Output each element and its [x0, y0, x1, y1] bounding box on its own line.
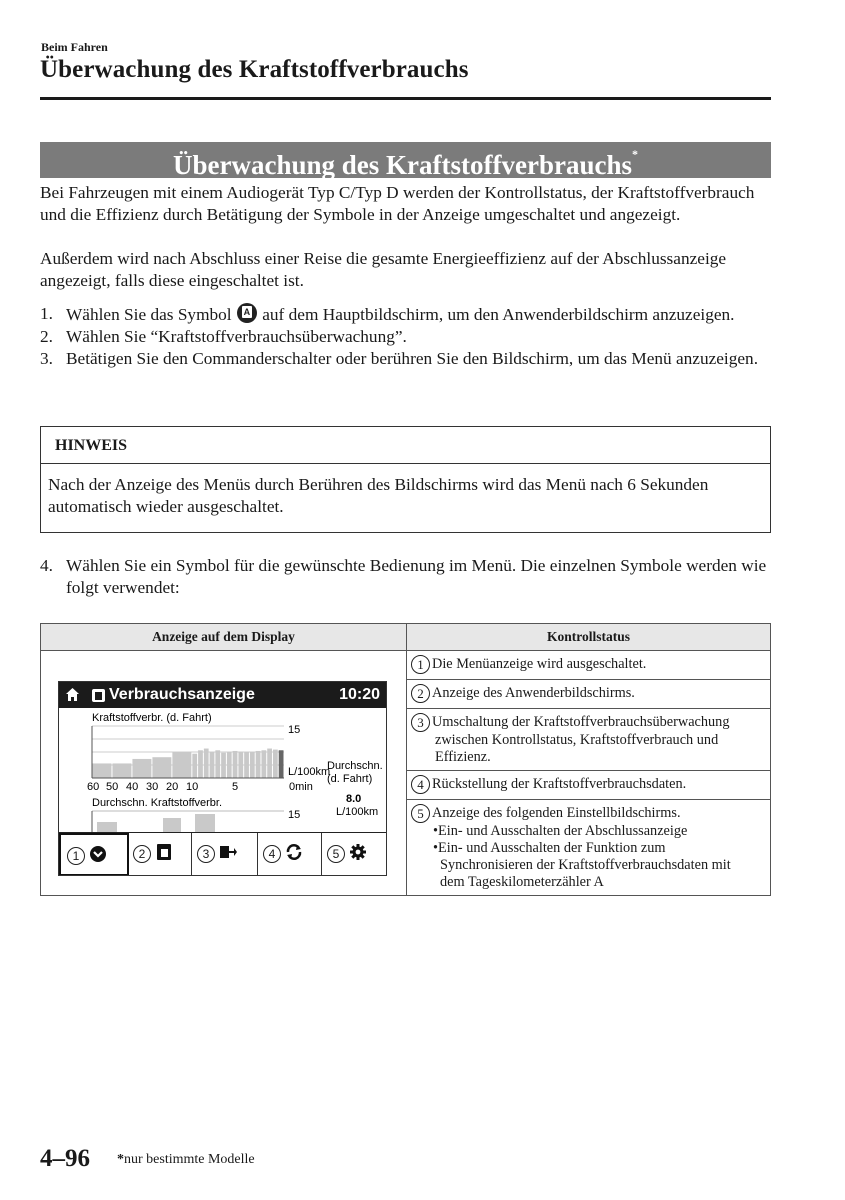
user-screen-icon [155, 843, 173, 861]
x-tick-label: 10 [186, 781, 199, 793]
footnote-star: * [117, 1152, 124, 1167]
column-header-status: Kontrollstatus [407, 624, 771, 651]
avg-label-1: Durchschn. [327, 760, 383, 772]
bullet-continuation: dem Tageskilometerzähler A [440, 874, 604, 890]
y-max-label: 15 [288, 724, 301, 736]
callout-number: 3 [411, 713, 430, 732]
home-icon [65, 687, 80, 702]
screen-title: Verbrauchsanzeige [109, 686, 255, 703]
page-number: 4–96 [40, 1145, 90, 1172]
title-rule [40, 97, 771, 100]
display-screen [58, 681, 387, 876]
callout-number: 2 [133, 845, 151, 863]
avg-label-2: (d. Fahrt) [327, 773, 373, 785]
banner-title: Überwachung des Kraftstoffverbrauchs [173, 150, 632, 180]
status-row-3 [407, 709, 771, 771]
chart-bar [279, 750, 284, 778]
callout-number: 4 [411, 775, 430, 794]
x-tick-label: 50 [106, 781, 119, 793]
chart-bar [172, 752, 191, 778]
page-title: Überwachung des Kraftstoffverbrauchs [40, 56, 469, 83]
steps-list [40, 303, 780, 370]
x-tick-label: 30 [146, 781, 159, 793]
avg-unit: L/100km [336, 806, 379, 818]
step-text: Wählen Sie “Kraftstoffverbrauchsüberwachung”. [66, 327, 407, 346]
step-text-after: auf dem Hauptbildschirm, um den Anwenderbildschirm anzuzeigen. [262, 305, 735, 324]
chart-bar [152, 757, 171, 778]
chart-bar [267, 749, 272, 778]
callout-number: 3 [197, 845, 215, 863]
chart-bar [210, 752, 215, 778]
display-illustration-cell [41, 651, 407, 896]
control-table [40, 623, 771, 896]
chart-bar [93, 763, 112, 778]
step-2 [40, 326, 780, 348]
chart-bar [192, 754, 197, 778]
chart2-bar [97, 822, 117, 832]
chart1-label: Kraftstoffverbr. (d. Fahrt) [92, 712, 212, 724]
note-heading: HINWEIS [41, 427, 770, 464]
x-tick-label: 5 [232, 781, 239, 793]
user-screen-icon [237, 303, 257, 323]
gear-icon [349, 843, 367, 861]
status-text: Effizienz. [435, 749, 491, 765]
intro-paragraph-1: Bei Fahrzeugen mit einem Audiogerät Typ C/Typ D werden der Kontrollstatus, der Kraftstoffverbrauch und die Effizienz durch Betätigung der Symbole in der Anzeige umgeschaltet und angezeigt. [40, 183, 755, 224]
callout-number: 2 [411, 684, 430, 703]
x-tick-label: 0min [289, 781, 313, 793]
menu-toolbar [59, 832, 386, 876]
column-header-display: Anzeige auf dem Display [41, 624, 407, 651]
step-text: Wählen Sie ein Symbol für die gewünschte Bedienung im Menü. Die einzelnen Symbole werden wie folgt verwendet: [66, 556, 767, 597]
chart2-bar [195, 814, 215, 832]
chart2-label: Durchschn. Kraftstoffverbr. [92, 797, 223, 809]
bullet-continuation: Synchronisieren der Kraftstoffverbrauchsdaten mit [440, 857, 731, 873]
step-4 [40, 555, 780, 599]
user-screen-small-icon [92, 689, 105, 702]
switch-monitor-button[interactable] [191, 833, 258, 876]
chart-bar [256, 751, 261, 778]
status-row-1 [407, 651, 771, 680]
step-1 [40, 303, 780, 326]
status-text: Umschaltung der Kraftstoffverbrauchsüberwachung [432, 714, 730, 730]
section-label: Beim Fahren [41, 40, 108, 54]
reset-data-button[interactable] [257, 833, 322, 876]
chart-bar [244, 752, 249, 778]
fuel-chart [59, 708, 386, 832]
step-text-before: Wählen Sie das Symbol [66, 305, 232, 324]
bullet-item: •Ein- und Ausschalten der Abschlussanzeige [433, 823, 688, 839]
step-text: Betätigen Sie den Commanderschalter oder berühren Sie den Bildschirm, um das Menü anzuzeigen. [66, 349, 759, 368]
status-text: Rückstellung der Kraftstoffverbrauchsdaten. [432, 776, 687, 792]
chart-bar [238, 752, 243, 778]
status-text: zwischen Kontrollstatus, Kraftstoffverbrauch und [435, 732, 719, 748]
chart-bar [215, 750, 220, 778]
step-number: 2. [40, 327, 53, 346]
chart-bar [261, 750, 266, 778]
step-4-list [40, 555, 780, 599]
callout-number: 4 [263, 845, 281, 863]
footnote [117, 1152, 255, 1168]
status-text: Die Menüanzeige wird ausgeschaltet. [432, 656, 647, 672]
user-screen-button[interactable] [127, 833, 192, 876]
chart-bars [93, 749, 284, 778]
fuel-switch-icon [219, 843, 237, 861]
intro-paragraph-2: Außerdem wird nach Abschluss einer Reise die gesamte Energieeffizienz auf der Abschlussanzeige angezeigt, falls diese eingeschaltet ist. [40, 249, 727, 290]
status-text: Anzeige des folgenden Einstellbildschirms. [432, 805, 681, 821]
chart-bar [198, 750, 203, 778]
step-3 [40, 348, 780, 370]
y-max-label-2: 15 [288, 809, 301, 821]
status-row-2 [407, 680, 771, 709]
chart-bar [273, 750, 278, 778]
chart2-bar [163, 818, 181, 832]
bullet-item: •Ein- und Ausschalten der Funktion zum [433, 840, 666, 856]
callout-number: 1 [411, 655, 430, 674]
note-text: Nach der Anzeige des Menüs durch Berühren des Bildschirms wird das Menü nach 6 Sekunden automatisch wieder ausgeschaltet. [48, 475, 709, 516]
chart-bar [250, 752, 255, 778]
callout-number: 5 [327, 845, 345, 863]
footnote-text: nur bestimmte Modelle [124, 1152, 255, 1167]
chart-bar [204, 749, 209, 778]
step-number: 4. [40, 556, 53, 575]
callout-number: 1 [67, 847, 85, 865]
step-number: 3. [40, 349, 53, 368]
status-row-5 [407, 800, 771, 896]
chart-bar [132, 759, 151, 778]
x-tick-label: 60 [87, 781, 100, 793]
banner-asterisk: * [631, 147, 638, 161]
x-tick-label: 40 [126, 781, 139, 793]
section-banner [40, 142, 771, 178]
chart-bar [112, 763, 131, 778]
unit-label: L/100km [288, 766, 331, 778]
refresh-icon [285, 843, 303, 861]
note-box [40, 426, 771, 533]
chart-bar [221, 753, 226, 778]
screen-header [59, 682, 386, 708]
chart-bar [233, 751, 238, 778]
settings-button[interactable] [321, 833, 386, 876]
menu-off-button[interactable] [59, 833, 129, 876]
avg-value: 8.0 [346, 793, 362, 805]
step-number: 1. [40, 304, 53, 323]
x-tick-label: 20 [166, 781, 179, 793]
screen-time: 10:20 [339, 686, 380, 703]
chart-bar [227, 752, 232, 778]
status-text: Anzeige des Anwenderbildschirms. [432, 685, 635, 701]
chevron-down-icon [89, 845, 107, 863]
x-tick-labels [87, 781, 313, 793]
status-row-4 [407, 771, 771, 800]
callout-number: 5 [411, 804, 430, 823]
